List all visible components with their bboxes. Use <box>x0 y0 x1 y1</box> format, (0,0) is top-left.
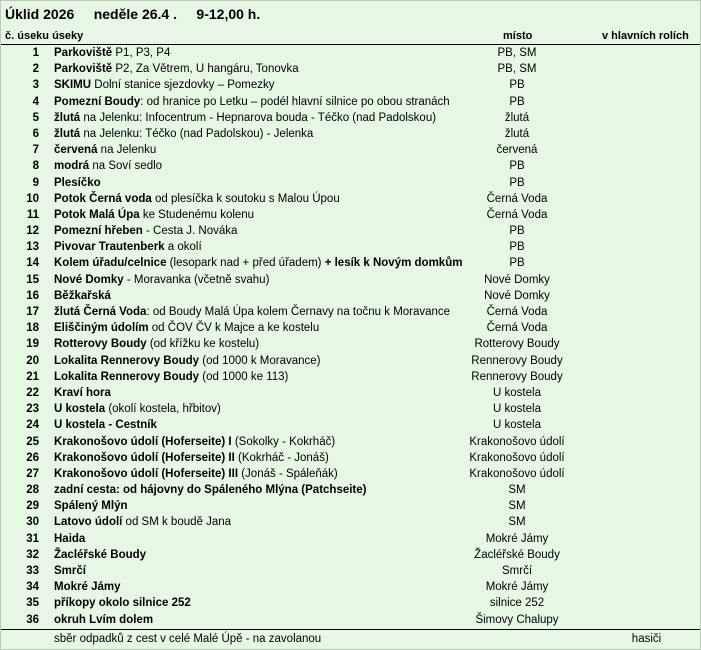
footer-role: hasiči <box>631 633 662 645</box>
row-number: 6 <box>32 127 39 140</box>
row-description <box>54 434 335 450</box>
row-description <box>54 514 231 530</box>
description-bold: Potok Malá Úpa <box>54 208 140 221</box>
row-number: 5 <box>32 111 39 124</box>
description-bold: Běžkařská <box>54 289 111 302</box>
description-bold: Spálený Mlýn <box>54 500 128 513</box>
row-place: PB <box>509 225 525 238</box>
description-bold: Latovo údolí <box>54 516 123 529</box>
table-row <box>1 239 700 255</box>
row-number: 7 <box>32 144 39 157</box>
row-number: 13 <box>26 241 39 254</box>
row-number: 31 <box>26 532 39 545</box>
description-text: ke Studenému kolenu <box>139 208 255 221</box>
table-row <box>1 158 700 174</box>
row-description <box>54 417 157 433</box>
row-description <box>54 304 450 320</box>
description-bold: žlutá <box>54 127 81 140</box>
description-bold: žlutá Černá Voda <box>54 306 147 318</box>
row-description <box>54 223 237 239</box>
row-place: U kostela <box>493 403 541 416</box>
row-number: 17 <box>26 306 39 318</box>
row-place: U kostela <box>493 419 541 432</box>
row-place: Krakonošovo údolí <box>469 467 565 480</box>
row-place: červená <box>496 144 538 157</box>
row-number: 29 <box>26 500 39 513</box>
row-place: Smrčí <box>501 565 533 577</box>
description-bold: Krakonošovo údolí (Hoferseite) II <box>54 451 235 464</box>
table-row <box>1 563 700 579</box>
description-bold: okruh Lvím dolem <box>54 613 154 626</box>
description-bold: Potok Černá voda <box>54 192 152 205</box>
footer-row <box>1 629 700 648</box>
table-row <box>1 320 700 336</box>
row-number: 35 <box>26 597 39 610</box>
description-bold: Parkoviště <box>54 47 113 59</box>
description-bold: Smrčí <box>54 565 86 577</box>
row-description <box>54 482 366 498</box>
row-number: 1 <box>32 47 39 59</box>
description-bold: Kolem úřadu/celnice <box>54 257 167 270</box>
description-bold: příkopy okolo silnice 252 <box>54 597 191 610</box>
row-description <box>54 77 275 93</box>
description-text: na Jelenku: Infocentrum - Hepnarova bouda - Téčko (nad Padolskou) <box>80 111 437 124</box>
table-row <box>1 612 700 628</box>
row-description <box>54 239 202 255</box>
row-description <box>54 158 162 174</box>
footer-description: sběr odpadků z cest v celé Malé Úpě - na zavolanou <box>54 633 322 645</box>
row-description <box>54 207 254 223</box>
row-description <box>54 385 111 401</box>
row-place: SM <box>508 500 526 513</box>
table-body <box>1 45 700 628</box>
row-number: 2 <box>32 63 39 76</box>
row-description <box>54 450 329 466</box>
row-number: 21 <box>26 370 39 383</box>
description-text: (od 1000 ke 113) <box>199 370 289 383</box>
description-text: P1, P3, P4 <box>112 47 171 59</box>
row-number: 12 <box>26 225 39 238</box>
row-place: Mokré Jámy <box>485 581 549 594</box>
row-place: Šimovy Chalupy <box>475 613 559 626</box>
row-description <box>54 498 128 514</box>
description-bold: + lesík k Novým domkům <box>324 257 463 270</box>
table-row <box>1 385 700 401</box>
header-place: místo <box>503 30 533 42</box>
table-row <box>1 223 700 239</box>
table-row <box>1 450 700 466</box>
description-text: na Jelenku: Téčko (nad Padolskou) - Jelenka <box>80 127 314 140</box>
row-description <box>54 336 259 352</box>
row-place: Černá Voda <box>486 306 548 318</box>
row-place: Černá Voda <box>486 192 548 205</box>
row-description <box>54 579 120 595</box>
table-row <box>1 77 700 93</box>
description-bold: Eliščiným údolím <box>54 322 149 335</box>
table-row <box>1 272 700 288</box>
row-description <box>54 401 221 417</box>
row-place: Mokré Jámy <box>485 532 549 545</box>
description-bold: Krakonošovo údolí (Hoferseite) III <box>54 467 239 480</box>
table-row <box>1 466 700 482</box>
description-bold: U kostela - Cestník <box>54 419 157 432</box>
row-description <box>54 110 436 126</box>
description-text: od ČOV ČV k Majce a ke kostelu <box>148 322 320 335</box>
table-row <box>1 110 700 126</box>
table-row <box>1 45 700 61</box>
description-bold: Parkoviště <box>54 63 113 76</box>
table-row <box>1 288 700 304</box>
row-description <box>54 45 170 61</box>
row-number: 9 <box>32 176 39 189</box>
description-text: - Cesta J. Nováka <box>142 225 238 238</box>
row-description <box>54 126 313 142</box>
table-header <box>1 28 700 45</box>
row-number: 26 <box>26 451 39 464</box>
table-row <box>1 304 700 320</box>
description-text: (lesopark nad + před úřadem) <box>166 257 325 270</box>
row-place: Rotterovy Boudy <box>474 338 560 351</box>
table-row <box>1 434 700 450</box>
row-number: 28 <box>26 484 39 497</box>
row-place: Rennerovy Boudy <box>471 354 563 367</box>
row-number: 20 <box>26 354 39 367</box>
row-number: 25 <box>26 435 39 448</box>
description-text: a okolí <box>164 241 202 254</box>
row-description <box>54 353 321 369</box>
row-place: Nové Domky <box>484 273 550 286</box>
row-description <box>54 563 86 579</box>
row-description <box>54 288 111 304</box>
table-row <box>1 61 700 77</box>
row-place: PB <box>509 79 525 92</box>
row-number: 14 <box>26 257 39 270</box>
row-description <box>54 272 269 288</box>
description-text: (Jonáš - Spáleňák) <box>238 467 338 480</box>
description-text: Dolní stanice sjezdovky – Pomezky <box>91 79 275 92</box>
description-bold: Nové Domky <box>54 273 124 286</box>
description-text: - Moravanka (včetně svahu) <box>123 273 270 286</box>
row-description <box>54 94 450 110</box>
row-number: 4 <box>32 95 39 108</box>
description-bold: Lokalita Rennerovy Boudy <box>54 354 200 367</box>
row-description <box>54 255 462 271</box>
description-text: : od hranice po Letku – podél hlavní silnice po obou stranách <box>140 95 450 108</box>
row-number: 8 <box>32 160 39 173</box>
description-bold: zadní cesta: od hájovny do Spáleného Mlýna (Patchseite) <box>54 484 367 497</box>
description-bold: červená <box>54 144 98 157</box>
row-place: Žacléřské Boudy <box>474 548 560 561</box>
table-row <box>1 126 700 142</box>
row-number: 23 <box>26 403 39 416</box>
row-place: Černá Voda <box>486 208 548 221</box>
row-number: 27 <box>26 467 39 480</box>
row-number: 34 <box>26 581 39 594</box>
description-bold: Pomezní hřeben <box>54 225 143 238</box>
table-row <box>1 191 700 207</box>
table-row <box>1 336 700 352</box>
table-row <box>1 531 700 547</box>
row-number: 16 <box>26 289 39 302</box>
description-bold: Mokré Jámy <box>54 581 121 594</box>
row-description <box>54 61 299 77</box>
row-place: PB <box>509 160 525 173</box>
description-text: (od křížku ke kostelu) <box>146 338 260 351</box>
row-number: 33 <box>26 565 39 577</box>
description-bold: Kraví hora <box>54 386 111 399</box>
row-place: PB, SM <box>497 63 537 76</box>
table-row <box>1 401 700 417</box>
row-description <box>54 612 153 628</box>
row-place: žlutá <box>504 127 530 140</box>
row-place: Černá Voda <box>486 322 548 335</box>
description-text: na Jelenku <box>97 144 157 157</box>
description-text: od plesíčka k soutoku s Malou Úpou <box>151 192 340 205</box>
description-text: (okolí kostela, hřbitov) <box>105 403 221 416</box>
row-number: 15 <box>26 273 39 286</box>
row-place: silnice 252 <box>489 597 545 610</box>
table-row <box>1 595 700 611</box>
sheet-title: Úklid 2026 neděle 26.4 . 9-12,00 h. <box>5 6 261 22</box>
row-number: 10 <box>26 192 39 205</box>
row-place: SM <box>508 516 526 529</box>
table-row <box>1 207 700 223</box>
row-place: Krakonošovo údolí <box>469 435 565 448</box>
row-place: žlutá <box>504 111 530 124</box>
row-place: PB <box>509 95 525 108</box>
header-roles: v hlavních rolích <box>602 30 689 42</box>
row-description <box>54 191 340 207</box>
description-text: (Sokolky - Kokrháč) <box>231 435 336 448</box>
row-number: 32 <box>26 548 39 561</box>
row-description <box>54 595 191 611</box>
description-bold: Krakonošovo údolí (Hoferseite) I <box>54 435 232 448</box>
table-row <box>1 353 700 369</box>
description-text: P2, Za Větrem, U hangáru, Tonovka <box>112 63 299 76</box>
row-description <box>54 547 146 563</box>
table-row <box>1 142 700 158</box>
row-description <box>54 320 319 336</box>
row-description <box>54 466 338 482</box>
description-bold: Žacléřské Boudy <box>54 548 147 561</box>
row-number: 3 <box>32 79 39 92</box>
row-number: 19 <box>26 338 39 351</box>
description-bold: žlutá <box>54 111 81 124</box>
description-bold: U kostela <box>54 403 106 416</box>
description-bold: Rotterovy Boudy <box>54 338 147 351</box>
description-bold: modrá <box>54 160 90 173</box>
description-text: (Kokrháč - Jonáš) <box>234 451 329 464</box>
description-bold: Plesíčko <box>54 176 101 189</box>
row-description <box>54 142 156 158</box>
description-bold: Pomezní Boudy <box>54 95 141 108</box>
table-row <box>1 498 700 514</box>
table-row <box>1 255 700 271</box>
table-row <box>1 579 700 595</box>
description-text: od SM k boudě Jana <box>122 516 232 529</box>
row-number: 36 <box>26 613 39 626</box>
row-place: Rennerovy Boudy <box>471 370 563 383</box>
row-number: 11 <box>26 208 39 221</box>
table-row <box>1 175 700 191</box>
row-number: 30 <box>26 516 39 529</box>
table-row <box>1 547 700 563</box>
description-text: (od 1000 k Moravance) <box>199 354 321 367</box>
row-number: 24 <box>26 419 39 432</box>
description-bold: Haida <box>54 532 86 545</box>
table-row <box>1 369 700 385</box>
row-description <box>54 175 101 191</box>
table-row <box>1 482 700 498</box>
row-number: 18 <box>26 322 39 335</box>
row-description <box>54 369 288 385</box>
table-row <box>1 417 700 433</box>
row-place: Krakonošovo údolí <box>469 451 565 464</box>
header-section-number: č. úseku úseky <box>5 30 84 42</box>
row-place: PB, SM <box>497 47 537 59</box>
table-row <box>1 94 700 110</box>
description-bold: Lokalita Rennerovy Boudy <box>54 370 200 383</box>
row-place: PB <box>509 176 525 189</box>
row-place: U kostela <box>493 386 541 399</box>
row-place: Nové Domky <box>484 289 550 302</box>
row-place: SM <box>508 484 526 497</box>
description-bold: SKIMU <box>54 79 92 92</box>
table-row <box>1 514 700 530</box>
description-text: na Soví sedlo <box>89 160 163 173</box>
row-number: 22 <box>26 386 39 399</box>
row-place: PB <box>509 257 525 270</box>
description-bold: Pivovar Trautenberk <box>54 241 165 254</box>
row-place: PB <box>509 241 525 254</box>
row-description <box>54 531 85 547</box>
description-text: : od Boudy Malá Úpa kolem Černavy na točnu k Moravance <box>146 306 451 318</box>
